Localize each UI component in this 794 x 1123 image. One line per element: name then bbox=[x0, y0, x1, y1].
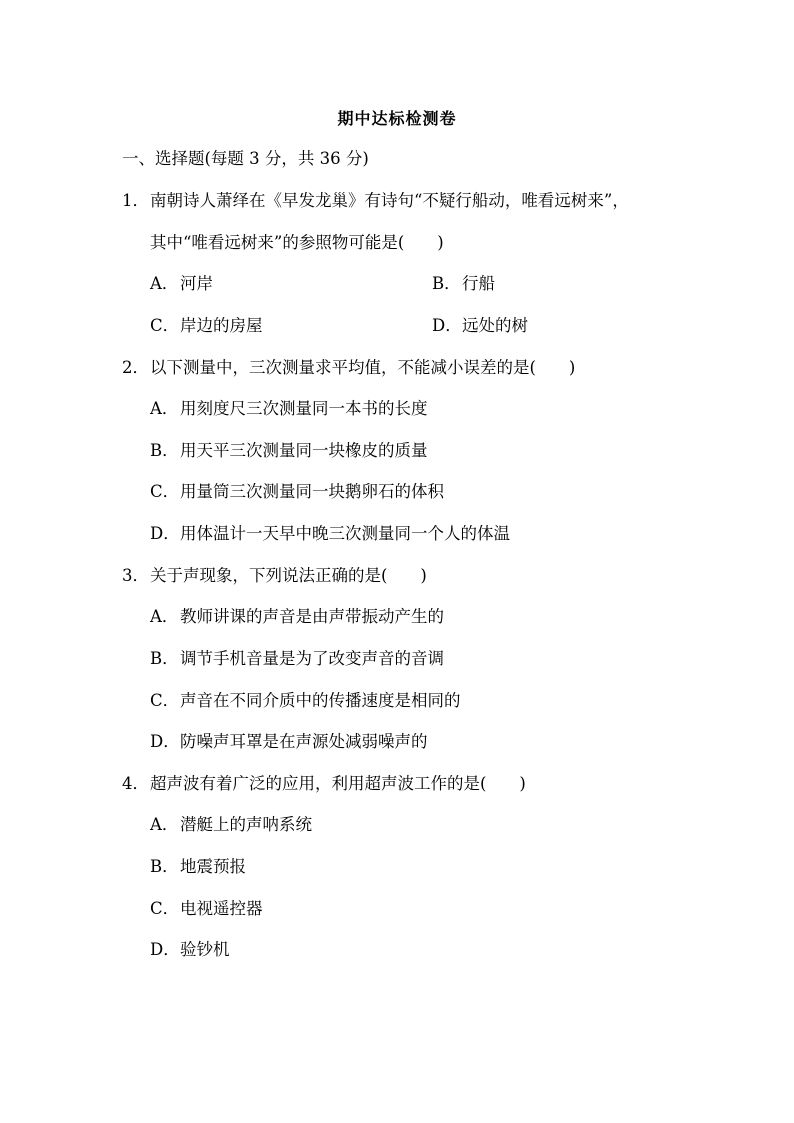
section-heading: 一、选择题(每题 3 分，共 36 分) bbox=[122, 149, 369, 168]
option-text: 防噪声耳罩是在声源处减弱噪声的 bbox=[180, 732, 428, 751]
option-text: 用刻度尺三次测量同一本书的长度 bbox=[180, 399, 428, 418]
option-label: D． bbox=[150, 732, 180, 751]
option-text: 行船 bbox=[462, 274, 495, 293]
option-a bbox=[150, 814, 312, 836]
option-text: 教师讲课的声音是由声带振动产生的 bbox=[180, 607, 444, 626]
question-3 bbox=[122, 565, 427, 587]
option-label: D． bbox=[150, 524, 180, 543]
question-number: 4． bbox=[122, 774, 149, 793]
option-a bbox=[150, 398, 428, 420]
option-text: 声音在不同介质中的传播速度是相同的 bbox=[180, 691, 461, 710]
option-text: 电视遥控器 bbox=[180, 899, 263, 918]
option-label: B． bbox=[150, 441, 179, 460]
option-label: C． bbox=[150, 691, 180, 710]
option-b bbox=[150, 856, 246, 878]
option-text: 用天平三次测量同一块橡皮的质量 bbox=[180, 441, 428, 460]
option-d bbox=[150, 523, 510, 545]
option-text: 河岸 bbox=[180, 274, 213, 293]
option-text: 岸边的房屋 bbox=[180, 316, 263, 335]
option-label: B． bbox=[150, 857, 179, 876]
question-text: 南朝诗人萧绎在《早发龙巢》有诗句“不疑行船动，唯看远树来”， bbox=[150, 191, 629, 210]
option-b bbox=[150, 648, 444, 670]
question-text: 以下测量中，三次测量求平均值，不能减小误差的是( ) bbox=[150, 358, 576, 377]
question-text: 超声波有着广泛的应用，利用超声波工作的是( ) bbox=[150, 774, 526, 793]
option-label: D． bbox=[432, 316, 462, 335]
option-text: 用量筒三次测量同一块鹅卵石的体积 bbox=[180, 482, 444, 501]
option-label: C． bbox=[150, 482, 180, 501]
option-d bbox=[150, 731, 428, 753]
question-2 bbox=[122, 357, 575, 379]
option-label: B． bbox=[150, 649, 179, 668]
option-label: A． bbox=[150, 399, 179, 418]
question-number: 3． bbox=[122, 566, 149, 585]
option-label: B． bbox=[432, 274, 461, 293]
option-label: C． bbox=[150, 899, 180, 918]
question-text: 关于声现象，下列说法正确的是( ) bbox=[150, 566, 427, 585]
option-b bbox=[432, 273, 495, 295]
question-4 bbox=[122, 773, 526, 795]
question-number: 2． bbox=[122, 358, 149, 377]
option-text: 远处的树 bbox=[462, 316, 528, 335]
question-number: 1． bbox=[122, 191, 149, 210]
option-text: 潜艇上的声呐系统 bbox=[180, 815, 312, 834]
option-label: C． bbox=[150, 316, 180, 335]
option-c bbox=[150, 690, 461, 712]
option-c bbox=[150, 481, 444, 503]
option-text: 地震预报 bbox=[180, 857, 246, 876]
option-a bbox=[150, 273, 213, 295]
question-1 bbox=[122, 190, 629, 212]
option-text: 调节手机音量是为了改变声音的音调 bbox=[180, 649, 444, 668]
option-a bbox=[150, 606, 444, 628]
page-title: 期中达标检测卷 bbox=[337, 109, 457, 128]
option-label: A． bbox=[150, 607, 179, 626]
option-text: 验钞机 bbox=[180, 940, 230, 959]
option-text: 用体温计一天早中晚三次测量同一个人的体温 bbox=[180, 524, 510, 543]
option-b bbox=[150, 440, 428, 462]
question-1-continuation: 其中“唯看远树来”的参照物可能是( ) bbox=[150, 233, 444, 252]
option-d bbox=[150, 939, 230, 961]
option-d bbox=[432, 315, 528, 337]
option-label: A． bbox=[150, 274, 179, 293]
option-c bbox=[150, 898, 263, 920]
option-label: A． bbox=[150, 815, 179, 834]
option-c bbox=[150, 315, 263, 337]
option-label: D． bbox=[150, 940, 180, 959]
